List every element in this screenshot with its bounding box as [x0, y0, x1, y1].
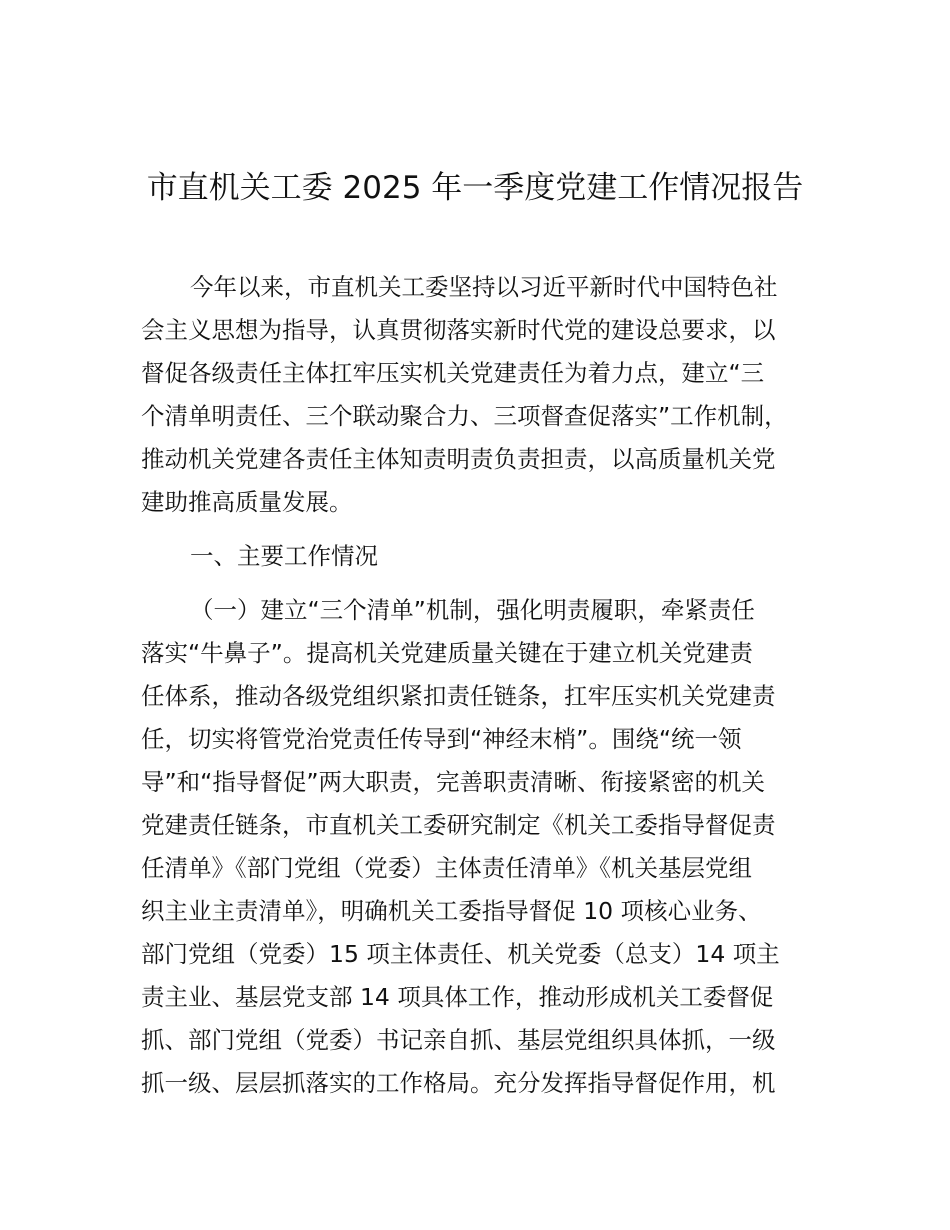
paragraph-2-line-2: 落实“牛鼻子”。提高机关党建质量关键在于建立机关党建责	[141, 639, 753, 667]
paragraph-2-line-4: 任，切实将管党治党责任传导到“神经末梢”。围绕“统一领	[141, 725, 742, 753]
paragraph-1-line-4: 个清单明责任、三个联动聚合力、三项督查促落实”工作机制，	[141, 402, 788, 430]
document-title: 市直机关工委 2025 年一季度党建工作情况报告	[146, 170, 804, 206]
paragraph-1-line-6: 建助推高质量发展。	[141, 488, 353, 516]
paragraph-2-line-1: （一）建立“三个清单”机制，强化明责履职，牵紧责任	[190, 596, 755, 624]
paragraph-2-line-11: 抓、部门党组（党委）书记亲自抓、基层党组织具体抓，一级	[141, 1026, 776, 1054]
paragraph-2-line-7: 任清单》《部门党组（党委）主体责任清单》《机关基层党组	[141, 854, 752, 882]
paragraph-2-line-6: 党建责任链条，市直机关工委研究制定《机关工委指导督促责	[141, 811, 776, 839]
paragraph-1-line-1: 今年以来，市直机关工委坚持以习近平新时代中国特色社	[190, 273, 778, 301]
paragraph-2-line-9: 部门党组（党委）15 项主体责任、机关党委（总支）14 项主	[141, 940, 780, 968]
paragraph-2-line-5: 导”和“指导督促”两大职责，完善职责清晰、衔接紧密的机关	[141, 768, 766, 796]
paragraph-2-line-12: 抓一级、层层抓落实的工作格局。充分发挥指导督促作用，机	[141, 1069, 776, 1097]
paragraph-1-line-2: 会主义思想为指导，认真贯彻落实新时代党的建设总要求，以	[141, 316, 776, 344]
paragraph-2-line-10: 责主业、基层党支部 14 项具体工作，推动形成机关工委督促	[141, 983, 774, 1011]
paragraph-1-line-3: 督促各级责任主体扛牢压实机关党建责任为着力点，建立“三	[141, 359, 765, 387]
section-heading: 一、主要工作情况	[190, 542, 378, 570]
paragraph-2-line-3: 任体系，推动各级党组织紧扣责任链条，扛牢压实机关党建责	[141, 682, 776, 710]
paragraph-1-line-5: 推动机关党建各责任主体知责明责负责担责，以高质量机关党	[141, 445, 776, 473]
paragraph-2-line-8: 织主业主责清单》，明确机关工委指导督促 10 项核心业务、	[141, 897, 762, 925]
